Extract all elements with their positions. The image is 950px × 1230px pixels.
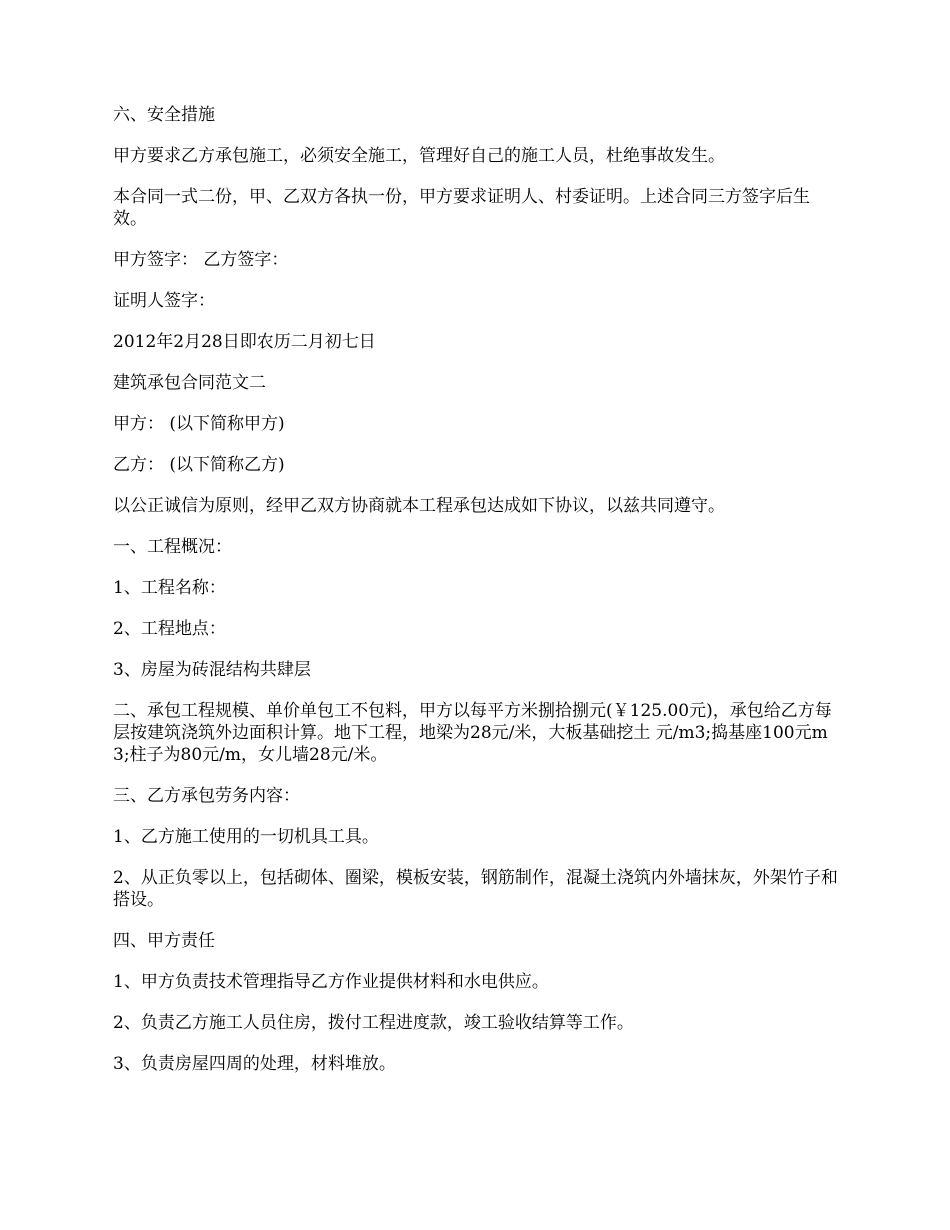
party-b-line: 乙方： (以下简称乙方) — [113, 455, 285, 475]
contract-date: 2012年2月28日即农历二月初七日 — [113, 332, 376, 352]
paragraph-safety-requirement: 甲方要求乙方承包施工，必须安全施工，管理好自己的施工人员，杜绝事故发生。 — [113, 146, 725, 166]
document-page — [113, 104, 843, 1094]
section-heading-safety: 六、安全措施 — [113, 105, 215, 125]
list-item-technical-management: 1、甲方负责技术管理指导乙方作业提供材料和水电供应。 — [113, 972, 549, 992]
paragraph-scale-and-price: 二、承包工程规模、单价单包工不包料，甲方以每平方米捌拾捌元(￥125.00元)，承包给乙方每层按建筑浇筑外边面积计算。地下工程，地梁为28元/米，大板基础挖土 元/m3;捣基座100元m3;柱子为80元/m，女儿墙28元/米。 — [113, 701, 832, 765]
document-subtitle: 建筑承包合同范文二 — [113, 373, 266, 393]
section-heading-party-a-duties: 四、甲方责任 — [113, 931, 215, 951]
list-item-housing-payment: 2、负责乙方施工人员住房，拨付工程进度款，竣工验收结算等工作。 — [113, 1013, 634, 1033]
list-item-tools: 1、乙方施工使用的一切机具工具。 — [113, 827, 379, 847]
paragraph-contract-copies: 本合同一式二份，甲、乙双方各执一份，甲方要求证明人、村委证明。上述合同三方签字后生效。 — [113, 187, 810, 229]
section-heading-overview: 一、工程概况： — [113, 537, 232, 557]
list-item-site-handling: 3、负责房屋四周的处理，材料堆放。 — [113, 1054, 396, 1074]
list-item-project-location: 2、工程地点： — [113, 619, 226, 639]
party-a-line: 甲方： (以下简称甲方) — [113, 414, 285, 434]
signature-line-parties: 甲方签字： 乙方签字： — [113, 250, 289, 270]
signature-line-witness: 证明人签字： — [113, 291, 215, 311]
list-item-work-scope: 2、从正负零以上，包括砌体、圈梁，模板安装，钢筋制作，混凝土浇筑内外墙抹灰，外架竹子和搭设。 — [113, 868, 838, 910]
paragraph-principle: 以公正诚信为原则，经甲乙双方协商就本工程承包达成如下协议，以兹共同遵守。 — [113, 496, 725, 516]
list-item-project-name: 1、工程名称： — [113, 578, 226, 598]
section-heading-labor-content: 三、乙方承包劳务内容： — [113, 786, 300, 806]
list-item-structure: 3、房屋为砖混结构共肆层 — [113, 660, 311, 680]
